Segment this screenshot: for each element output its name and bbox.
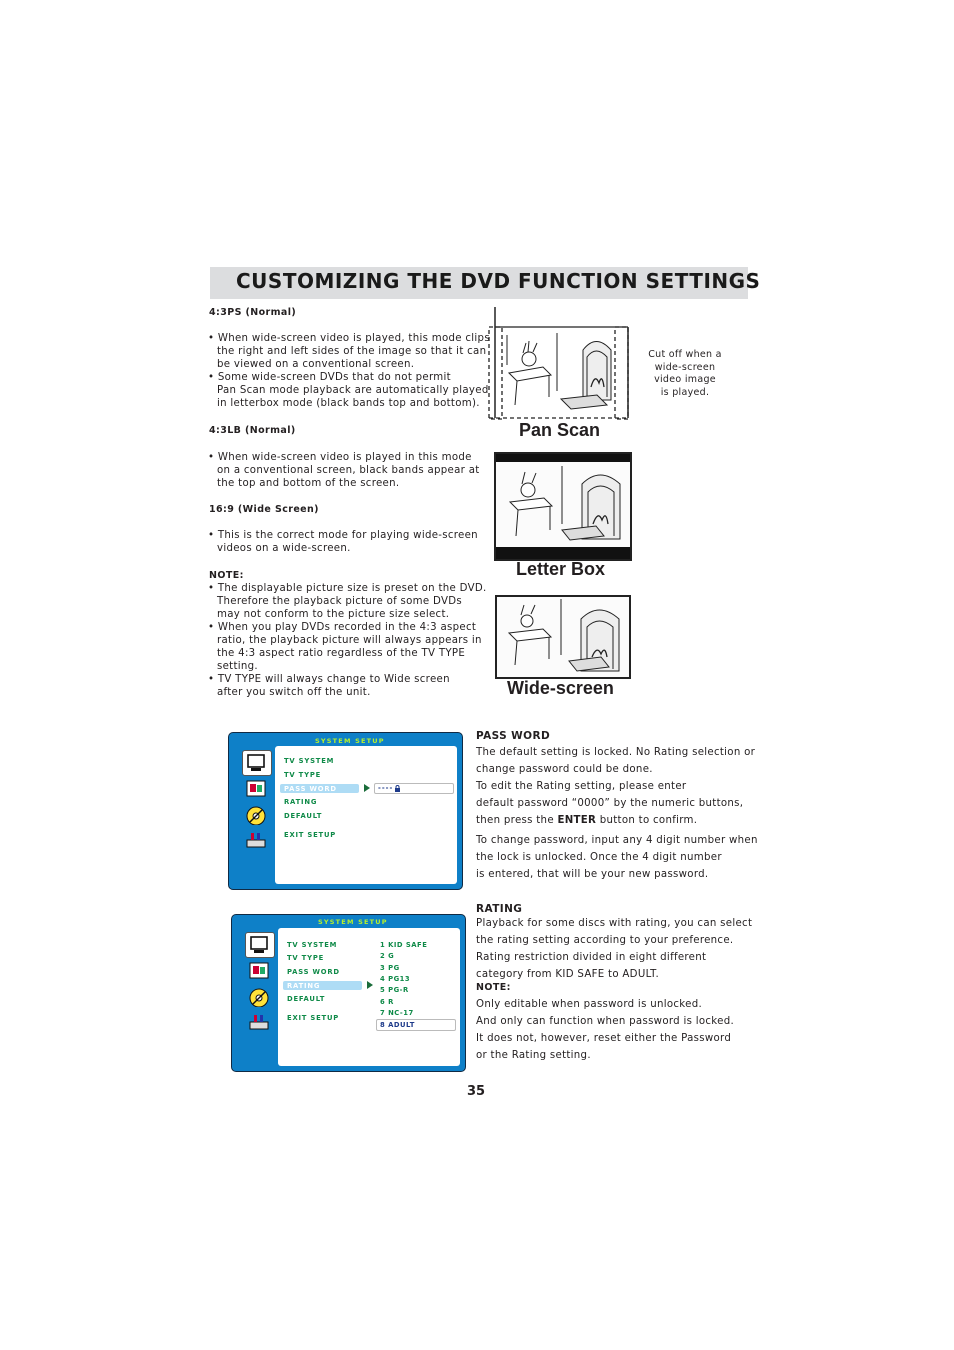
menu-item-password[interactable]: PASS WORD xyxy=(287,968,340,976)
rating-option[interactable]: 3 PG xyxy=(380,964,400,972)
enter-key-label: ENTER xyxy=(557,815,597,826)
note-text xyxy=(208,582,487,699)
disc-icon[interactable] xyxy=(248,987,270,1007)
text-line: • TV TYPE will always change to Wide screen xyxy=(208,674,450,685)
preference-icon[interactable] xyxy=(248,1013,270,1033)
text-line: videos on a wide-screen. xyxy=(217,543,351,554)
rating-heading: RATING xyxy=(476,903,523,915)
menu-item-exit-setup[interactable]: EXIT SETUP xyxy=(284,831,337,839)
enter-pre: then press the xyxy=(476,815,558,826)
password-text xyxy=(476,744,755,829)
setup-header: SYSTEM SETUP xyxy=(318,918,388,926)
text-line: Playback for some discs with rating, you can select xyxy=(476,918,753,929)
text-line: on a conventional screen, black bands appear at xyxy=(217,465,480,476)
text-line: Therefore the playback picture of some DVDs xyxy=(217,596,462,607)
rating-note-heading: NOTE: xyxy=(476,982,511,993)
text-line: To change password, input any 4 digit number when xyxy=(476,835,758,846)
text-line: or the Rating setting. xyxy=(476,1050,591,1061)
menu-item-rating[interactable]: RATING xyxy=(287,982,321,990)
page-title: CUSTOMIZING THE DVD FUNCTION SETTINGS xyxy=(236,269,761,293)
rating-note-text xyxy=(476,996,734,1064)
wide-screen-scene xyxy=(497,597,629,677)
menu-item-rating[interactable]: RATING xyxy=(284,798,318,806)
lock-icon xyxy=(394,785,401,792)
text-line: ratio, the playback picture will always appears in xyxy=(217,635,482,646)
text-line: change password could be done. xyxy=(476,764,653,775)
ws-heading: 16:9 (Wide Screen) xyxy=(209,504,319,515)
password-heading: PASS WORD xyxy=(476,730,551,742)
password-setup-screen xyxy=(228,732,463,890)
letter-box-scene xyxy=(496,454,630,559)
text-line: • When wide-screen video is played, this mode clips xyxy=(208,333,490,344)
menu-item-default[interactable]: DEFAULT xyxy=(284,812,323,820)
text-line: the top and bottom of the screen. xyxy=(217,478,400,489)
menu-item-default[interactable]: DEFAULT xyxy=(287,995,326,1003)
speaker-icon[interactable] xyxy=(245,779,267,799)
text-line: setting. xyxy=(217,661,258,672)
rating-option[interactable]: 7 NC-17 xyxy=(380,1009,414,1017)
text-line xyxy=(476,812,755,829)
pan-scan-illustration xyxy=(487,305,633,423)
speaker-icon[interactable] xyxy=(248,961,270,981)
tv-icon-box[interactable] xyxy=(242,750,272,776)
text-line: category from KID SAFE to ADULT. xyxy=(476,969,659,980)
text-line: the right and left sides of the image so that it can xyxy=(217,346,487,357)
text-line: the rating setting according to your preference. xyxy=(476,935,734,946)
text-line: It does not, however, reset either the Password xyxy=(476,1033,732,1044)
menu-item-password[interactable]: PASS WORD xyxy=(284,785,337,793)
text-line: • This is the correct mode for playing wide-screen xyxy=(208,530,478,541)
letter-box-illustration xyxy=(494,452,632,561)
letter-box-caption: Letter Box xyxy=(516,559,606,579)
text-line: Rating restriction divided in eight different xyxy=(476,952,707,963)
ws-text xyxy=(208,529,478,555)
text-line: • When you play DVDs recorded in the 4:3 aspect xyxy=(208,622,477,633)
cut-off-note xyxy=(645,349,725,399)
setup-header: SYSTEM SETUP xyxy=(315,737,385,745)
text-line: is entered, that will be your new password. xyxy=(476,869,709,880)
text-line: default password “0000” by the numeric buttons, xyxy=(476,798,744,809)
text-line: • When wide-screen video is played in this mode xyxy=(208,452,472,463)
menu-item-tv-type[interactable]: TV TYPE xyxy=(287,954,325,962)
menu-panel xyxy=(278,928,460,1066)
text-line: after you switch off the unit. xyxy=(217,687,371,698)
rating-option[interactable]: 2 G xyxy=(380,952,395,960)
text-line: And only can function when password is locked. xyxy=(476,1016,735,1027)
menu-item-tv-type[interactable]: TV TYPE xyxy=(284,771,322,779)
rating-text xyxy=(476,915,752,983)
text-line: Pan Scan mode playback are automatically played xyxy=(217,385,489,396)
text-line: To edit the Rating setting, please enter xyxy=(476,781,687,792)
menu-item-tv-system[interactable]: TV SYSTEM xyxy=(287,941,338,949)
preference-icon[interactable] xyxy=(245,831,267,851)
text-line: The default setting is locked. No Rating selection or xyxy=(476,747,756,758)
rating-option[interactable]: 6 R xyxy=(380,998,394,1006)
note-line: Cut off when a xyxy=(648,349,722,360)
arrow-right-icon xyxy=(364,784,370,792)
lb-heading: 4:3LB (Normal) xyxy=(209,425,296,436)
ps-heading: 4:3PS (Normal) xyxy=(209,307,297,318)
disc-icon[interactable] xyxy=(245,805,267,825)
note-line: video image xyxy=(654,374,716,385)
password-field[interactable] xyxy=(374,783,454,794)
tv-icon xyxy=(246,753,268,773)
ps-text xyxy=(208,332,490,410)
rating-option[interactable]: 5 PG-R xyxy=(380,986,409,994)
rating-option-selected[interactable]: 8 ADULT xyxy=(380,1021,415,1029)
note-heading: NOTE: xyxy=(209,570,244,581)
menu-item-tv-system[interactable]: TV SYSTEM xyxy=(284,757,335,765)
rating-option[interactable]: 4 PG13 xyxy=(380,975,411,983)
wide-screen-caption: Wide-screen xyxy=(507,678,614,698)
menu-item-exit-setup[interactable]: EXIT SETUP xyxy=(287,1014,340,1022)
arrow-right-icon xyxy=(367,981,373,989)
note-line: wide-screen xyxy=(654,361,716,373)
enter-post: button to confirm. xyxy=(596,815,698,826)
title-bar xyxy=(210,267,761,299)
text-line: Only editable when password is unlocked. xyxy=(476,999,702,1010)
password-text-2 xyxy=(476,832,758,883)
page-number: 35 xyxy=(467,1084,486,1099)
text-line: • Some wide-screen DVDs that do not permit xyxy=(208,372,451,383)
text-line: in letterbox mode (black bands top and bottom). xyxy=(217,398,480,409)
note-line: is played. xyxy=(660,386,710,398)
rating-option[interactable]: 1 KID SAFE xyxy=(380,941,428,949)
wide-screen-illustration xyxy=(495,595,631,679)
tv-icon-box[interactable] xyxy=(245,932,275,958)
text-line: the 4:3 aspect ratio regardless of the TV TYPE xyxy=(217,648,466,659)
password-value: ---- xyxy=(378,784,394,792)
lb-text xyxy=(208,451,480,490)
text-line: the lock is unlocked. Once the 4 digit number xyxy=(476,852,722,863)
menu-panel xyxy=(275,746,457,884)
text-line: • The displayable picture size is preset on the DVD. xyxy=(208,583,487,594)
rating-setup-screen xyxy=(231,914,466,1072)
text-line: be viewed on a conventional screen. xyxy=(217,359,415,370)
text-line: may not conform to the picture size select. xyxy=(217,609,450,620)
pan-scan-caption: Pan Scan xyxy=(519,420,601,440)
tv-icon xyxy=(249,935,271,955)
